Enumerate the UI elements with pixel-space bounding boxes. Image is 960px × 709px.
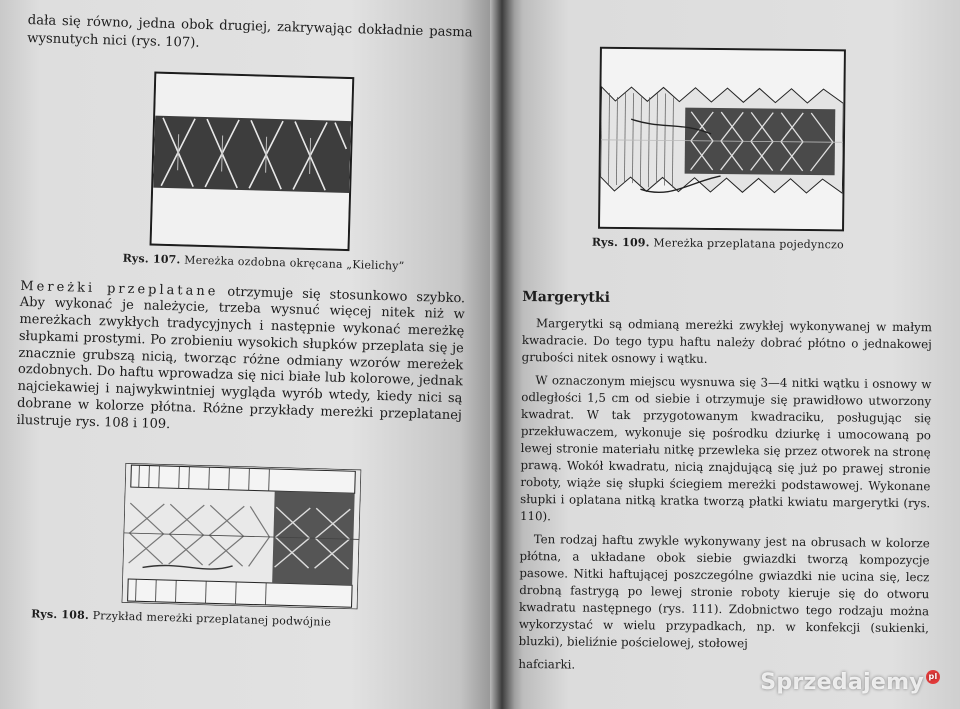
watermark-text: Sprzedajemy [760, 670, 924, 695]
figure-107-caption [61, 249, 466, 277]
figure-109-caption [503, 234, 933, 255]
figure-107 [150, 72, 355, 252]
figure-107-number: Rys. 107. [122, 251, 181, 267]
figure-109-illustration [600, 49, 844, 230]
figure-108-number: Rys. 108. [31, 606, 90, 622]
figure-108 [122, 463, 362, 610]
left-column [11, 12, 473, 634]
paragraph-4: hafciarki. [518, 656, 576, 672]
figure-107-illustration [152, 74, 353, 249]
intro-paragraph: dała się równo, jedna obok drugiej, zakrywając dokładnie pasma wysnutych nici (rys. 107). [27, 12, 473, 51]
figure-109-number: Rys. 109. [591, 235, 650, 250]
paragraph-3: Ten rodzaj haftu zwykle wykonywany jest na obrusach w kolorze płótna, a układane obok siebie gwiazdki tworzą kompozycje pasowe. Nitki haftującej poszczególne gwiazdki nie ucina się, lecz drobną fastrygą po lewej stronie roboty kieruje się do otworu kwadratu następnego (rys. 111). Zdobnictwo tego rodzaju można wykorzystać w wielu przypadkach, np. w konfekcji (sukienki, bluzki), bieliźnie pościelowej, stołowej [518, 531, 930, 650]
paragraph-2: W oznaczonym miejscu wysnuwa się 3—4 nitki wątku i osnowy w odległości 1,5 cm od siebie i otrzymuje się prawidłowo utworzony kwadrat. W tak przygotowanym kwadraciku, posługując się przekłuwaczem, wykonuje się pośrodku dziurkę i umocowaną po lewej stronie materiału nitkę przewleka się przez otworek na stronę prawą. Wokół kwadratu, nicią znajdującą się już po prawej stronie roboty, wiąże się słupki ściegiem mereżki podstawowej. Wykonane słupki i oplatana nitką kratka tworzą płatki kwiatu margerytki (rys. 110). [519, 372, 932, 523]
figure-108-illustration [122, 463, 362, 610]
figure-109 [598, 47, 846, 232]
left-body [16, 278, 465, 442]
figure-107-title: Mereżka ozdobna okręcana „Kielichy” [184, 253, 405, 273]
body-term: Mereżki przeplatane [20, 278, 219, 299]
book-gutter [490, 0, 514, 709]
section-heading: Margerytki [522, 288, 611, 306]
right-column [518, 40, 935, 683]
watermark-logo [760, 670, 940, 695]
watermark-badge: pl [926, 670, 940, 684]
body-text: otrzymuje się stosunkowo szybko. Aby wykonać je należycie, trzeba wysnuć więcej nitek niż w mereżkach zwykłych tradycyjnych i następnie wykonać mereżkę słupkami prostymi. Po zrobieniu wysokich słupków przeplata się je znacznie grubszą nicią, tworząc różne odmiany wzorów mereżek ozdobnych. Do haftu wprowadza się nici białe lub kolorowe, jednak najciekawiej i najwykwintniej wygląda wyrób wtedy, kiedy nici są dobrane w kolorze płótna. Różne przykłady mereżki przeplatanej ilustruje rys. 108 i 109. [16, 283, 466, 433]
paragraph-1: Margerytki są odmianą mereżki zwykłej wykonywanej w małym kwadracie. Do tego typu haftu należy dobrać płótno o jednakowej grubości nitek osnowy i wątku. [521, 315, 933, 366]
body-paragraph [16, 278, 465, 442]
figure-109-title: Mereżka przeplatana pojedynczo [653, 236, 844, 252]
figure-108-title: Przykład mereżki przeplatanej podwójnie [92, 608, 332, 629]
